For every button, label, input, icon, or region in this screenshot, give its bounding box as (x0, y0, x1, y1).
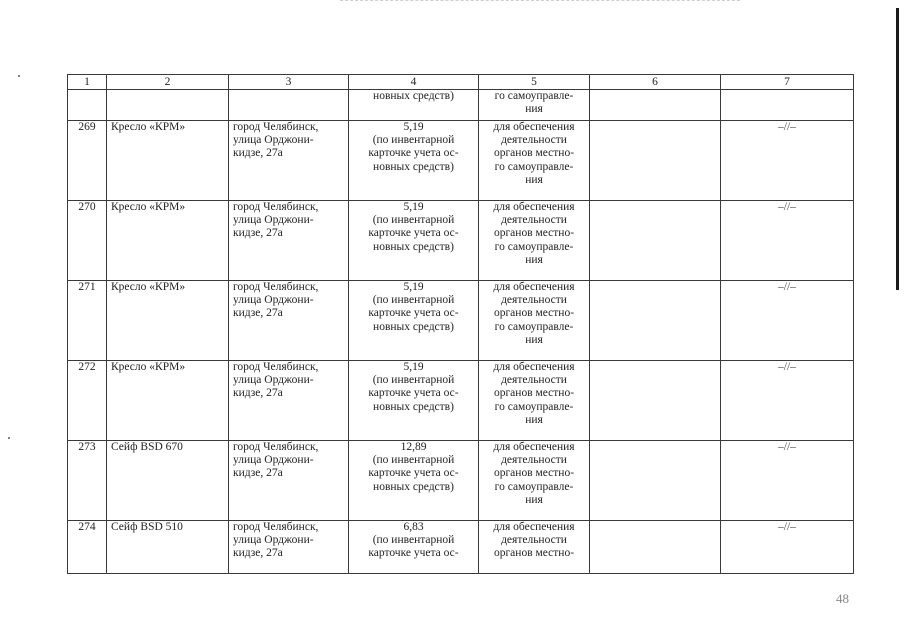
cell-note (721, 90, 854, 121)
cell-address: город Челябинск, улица Орджони- кидзе, 27а (229, 201, 349, 281)
scan-dot (18, 75, 20, 77)
cell-purpose: для обеспечения деятельности органов местно- (479, 521, 590, 574)
table-row (68, 521, 854, 574)
table-row (68, 121, 854, 201)
scan-dot (8, 437, 10, 439)
cell-value: 5,19 (по инвентарной карточке учета ос- новных средств) (349, 121, 479, 201)
col-header-6: 6 (590, 75, 721, 90)
cell-note: –//– (721, 441, 854, 521)
cell-col6 (590, 90, 721, 121)
cell-name: Кресло «КРМ» (107, 121, 229, 201)
cell-purpose: для обеспечения деятельности органов местно- го самоуправле- ния (479, 201, 590, 281)
col-header-4: 4 (349, 75, 479, 90)
cell-note: –//– (721, 281, 854, 361)
cell-value: 5,19 (по инвентарной карточке учета ос- новных средств) (349, 201, 479, 281)
cell-purpose: го самоуправле- ния (479, 90, 590, 121)
col-header-2: 2 (107, 75, 229, 90)
cell-col6 (590, 201, 721, 281)
cell-name: Кресло «КРМ» (107, 201, 229, 281)
cell-note: –//– (721, 361, 854, 441)
cell-col6 (590, 121, 721, 201)
cell-value: 5,19 (по инвентарной карточке учета ос- новных средств) (349, 281, 479, 361)
cell-address: город Челябинск, улица Орджони- кидзе, 27а (229, 521, 349, 574)
inventory-table (67, 74, 854, 574)
scan-artifact-top (340, 0, 740, 5)
cell-purpose: для обеспечения деятельности органов местно- го самоуправле- ния (479, 281, 590, 361)
continuation-row (68, 90, 854, 121)
table-row (68, 441, 854, 521)
cell-name: Сейф BSD 670 (107, 441, 229, 521)
cell-num: 273 (68, 441, 107, 521)
cell-num (68, 90, 107, 121)
column-number-row (68, 75, 854, 90)
table-row (68, 281, 854, 361)
col-header-5: 5 (479, 75, 590, 90)
cell-purpose: для обеспечения деятельности органов местно- го самоуправле- ния (479, 121, 590, 201)
cell-name: Сейф BSD 510 (107, 521, 229, 574)
cell-name (107, 90, 229, 121)
cell-num: 270 (68, 201, 107, 281)
cell-note: –//– (721, 521, 854, 574)
col-header-7: 7 (721, 75, 854, 90)
cell-col6 (590, 441, 721, 521)
cell-col6 (590, 281, 721, 361)
cell-address: город Челябинск, улица Орджони- кидзе, 27а (229, 281, 349, 361)
cell-value: новных средств) (349, 90, 479, 121)
cell-num: 269 (68, 121, 107, 201)
cell-name: Кресло «КРМ» (107, 281, 229, 361)
cell-note: –//– (721, 121, 854, 201)
cell-num: 272 (68, 361, 107, 441)
cell-address (229, 90, 349, 121)
cell-num: 271 (68, 281, 107, 361)
table-row (68, 201, 854, 281)
table-row (68, 361, 854, 441)
cell-address: город Челябинск, улица Орджони- кидзе, 27а (229, 361, 349, 441)
cell-note: –//– (721, 201, 854, 281)
cell-purpose: для обеспечения деятельности органов местно- го самоуправле- ния (479, 441, 590, 521)
scan-edge-line (896, 8, 899, 290)
cell-value: 12,89 (по инвентарной карточке учета ос- новных средств) (349, 441, 479, 521)
col-header-3: 3 (229, 75, 349, 90)
cell-value: 5,19 (по инвентарной карточке учета ос- новных средств) (349, 361, 479, 441)
cell-address: город Челябинск, улица Орджони- кидзе, 27а (229, 121, 349, 201)
cell-num: 274 (68, 521, 107, 574)
cell-value: 6,83 (по инвентарной карточке учета ос- (349, 521, 479, 574)
cell-address: город Челябинск, улица Орджони- кидзе, 27а (229, 441, 349, 521)
cell-col6 (590, 521, 721, 574)
cell-purpose: для обеспечения деятельности органов местно- го самоуправле- ния (479, 361, 590, 441)
cell-col6 (590, 361, 721, 441)
cell-name: Кресло «КРМ» (107, 361, 229, 441)
col-header-1: 1 (68, 75, 107, 90)
page-number: 48 (836, 591, 849, 606)
